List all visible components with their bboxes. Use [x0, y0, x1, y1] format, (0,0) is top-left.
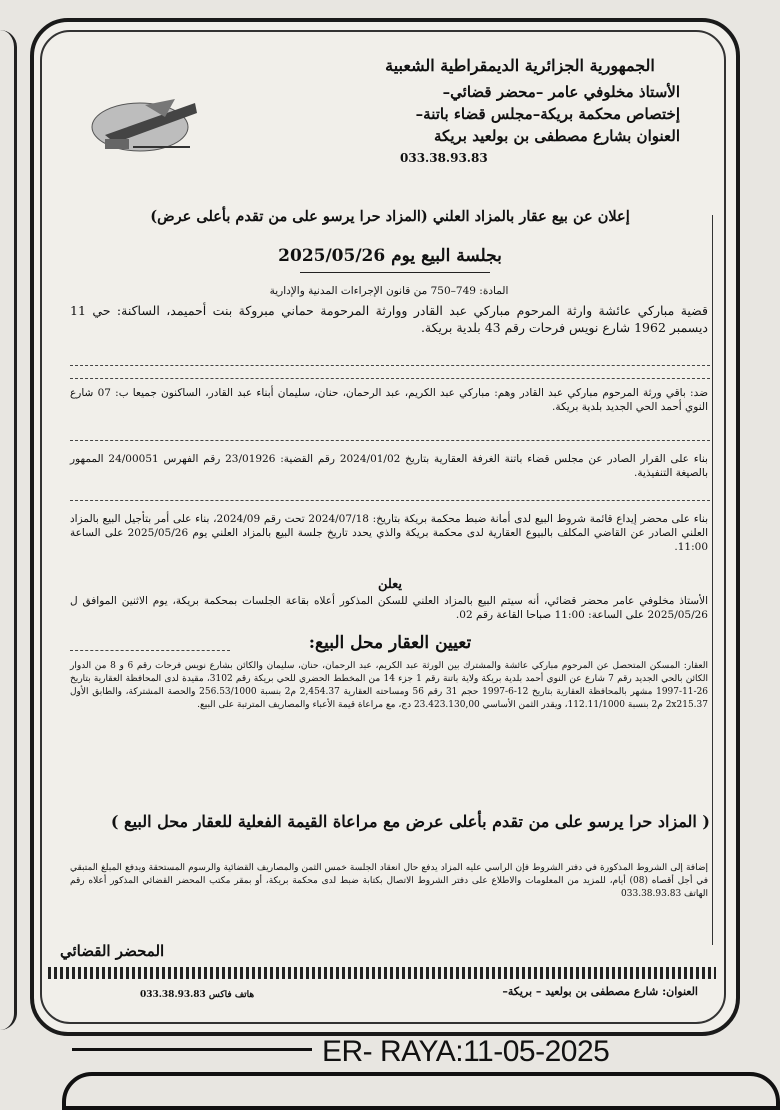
separator: [70, 378, 710, 379]
bailiff-name: الأستاذ مخلوفي عامر –محضر قضائي–: [442, 83, 680, 101]
separator: [70, 650, 230, 651]
footer-address: العنوان: شارع مصطفى بن بولعيد – بريكة–: [502, 985, 698, 998]
separator: [70, 440, 710, 441]
publication-rule: [72, 1048, 312, 1051]
notice-title: إعلان عن بيع عقار بالمزاد العلني (المزاد حرا يرسو على من تقدم بأعلى عرض): [150, 208, 630, 225]
property-description: العقار: المسكن المتحصل عن المرحوم مباركي عائشة والمشترك بين الورثة عبد الكريم، عبد الرحمان، حنان، سليمان والكائن بشارع نويس فرحات رقم 6 و 8 من الدوار الكائن بالحي الجديد رقم 7 شارع عن النوي أحمد بلدية بريكة ولاية باتنة رقم 1 جزء 14 من المخطط الحضري للحي بريكة رقم 3102، مقيدة لدى المحافظة العقارية بتاريخ 26-11-1997 مشهر بالمحافظة العقارية بتاريخ 12-6-1997 حجم 31 رقم 56 ومساحته العقارية 2,454.37 م2 بنسبة 256.53/1000 والحصة المشتركة، والطابق الأول 2x215.37 م2 بنسبة 112.11/1000، ويقدر الثمن الأساسي 23.423.130,00 دج، مع مراعاة قيمة الأعباء والمصاريف المترتبة على البيع.: [70, 661, 709, 710]
bidding-heading: ( المزاد حرا يرسو على من تقدم بأعلى عرض مع مراعاة القيمة الفعلية للعقار محل البيع ): [110, 812, 710, 831]
court-decision: بناء على القرار الصادر عن مجلس قضاء باتنة الغرفة العقارية بتاريخ 2024/01/02 رقم القضية: 23/01926 رقم الفهرس 24/00051 الممهور بالصيغة التنفيذية.: [70, 453, 708, 479]
sale-conditions-deposit: بناء على محضر إيداع قائمة شروط البيع لدى أمانة ضبط محكمة بريكة بتاريخ: 2024/07/18 تحت رقم 2024/09، بناء على أمر بتأجيل البيع بالمزاد العلني الصادر عن القاضي المكلف بالبيوع العقارية لدى محكمة بريكة والذي يحدد تاريخ جلسة البيع بالمزاد العلني يوم 2025/05/26 على الساعة 11:00.: [70, 513, 709, 553]
signature: المحضر القضائي: [60, 942, 165, 960]
next-notice-frame: [62, 1072, 780, 1110]
republic-heading: الجمهورية الجزائرية الديمقراطية الشعبية: [385, 56, 655, 75]
defendants: ضد: باقي ورثة المرحوم مباركي عبد القادر وهم: مباركي عبد الكريم، عبد الرحمان، حنان، سليمان أبناء عبد القادر، الساكنون جميعا ب: 07 شارع النوي أحمد الحي الجديد بلدية بريكة.: [70, 387, 708, 413]
office-phone: 033.38.93.83: [400, 151, 488, 165]
announcement: الأستاذ مخلوفي عامر محضر قضائي، أنه سيتم البيع بالمزاد العلني للسكن المذكور أعلاه بقاعة الجلسات بمحكمة بريكة، يوم الاثنين الموافق ل 2025/05/26 على الساعة: 11:00 صباحا القاعة رقم 02.: [70, 595, 708, 621]
sale-session-date: بجلسة البيع يوم 2025/05/26: [278, 246, 502, 266]
separator: [70, 500, 710, 501]
bailiff-logo-icon: [85, 95, 205, 155]
case-parties: قضية مباركي عائشة وارثة المرحوم مباركي عبد القادر ووارثة المرحومة حماني مبروكة بنت أحميمد، الساكنة: حي 11 ديسمبر 1962 شارع نويس فرحات رقم 43 بلدية بريكة.: [70, 303, 708, 335]
column-rule: [712, 215, 713, 945]
office-address: العنوان بشارع مصطفى بن بولعيد بريكة: [434, 127, 680, 145]
announce-heading: يعلن: [377, 577, 403, 592]
legal-basis: المادة: 749–750 من قانون الإجراءات المدنية والإدارية: [269, 285, 509, 297]
bidding-terms: إضافة إلى الشروط المذكورة في دفتر الشروط فإن الراسي عليه المزاد يدفع حال انعقاد الجلسة خمس الثمن والمصاريف القضائية والرسوم المستحقة ويدفع المبلغ المتبقي في أجل أقصاه (08) أيام، للمزيد من المعلومات والاطلاع على دفتر الشروط الاتصال بكتابة ضبط لدى محكمة بريكة، أو بمقر مكتب المحضر القضائي المذكور أعلاه رقم الهاتف 033.38.93.83: [70, 863, 708, 899]
session-underline: [300, 272, 490, 273]
footer-phone: هاتف فاكس 033.38.93.83: [140, 990, 255, 1000]
dotted-ruler: [48, 967, 716, 979]
publication-stamp: ER- RAYA:11-05-2025: [322, 1035, 610, 1068]
adjacent-column-border: [0, 30, 17, 1030]
property-heading: تعيين العقار محل البيع:: [308, 633, 472, 653]
letterhead: [360, 55, 680, 169]
jurisdiction: إختصاص محكمة بريكة–مجلس قضاء باتنة–: [415, 105, 680, 123]
separator: [70, 365, 710, 366]
